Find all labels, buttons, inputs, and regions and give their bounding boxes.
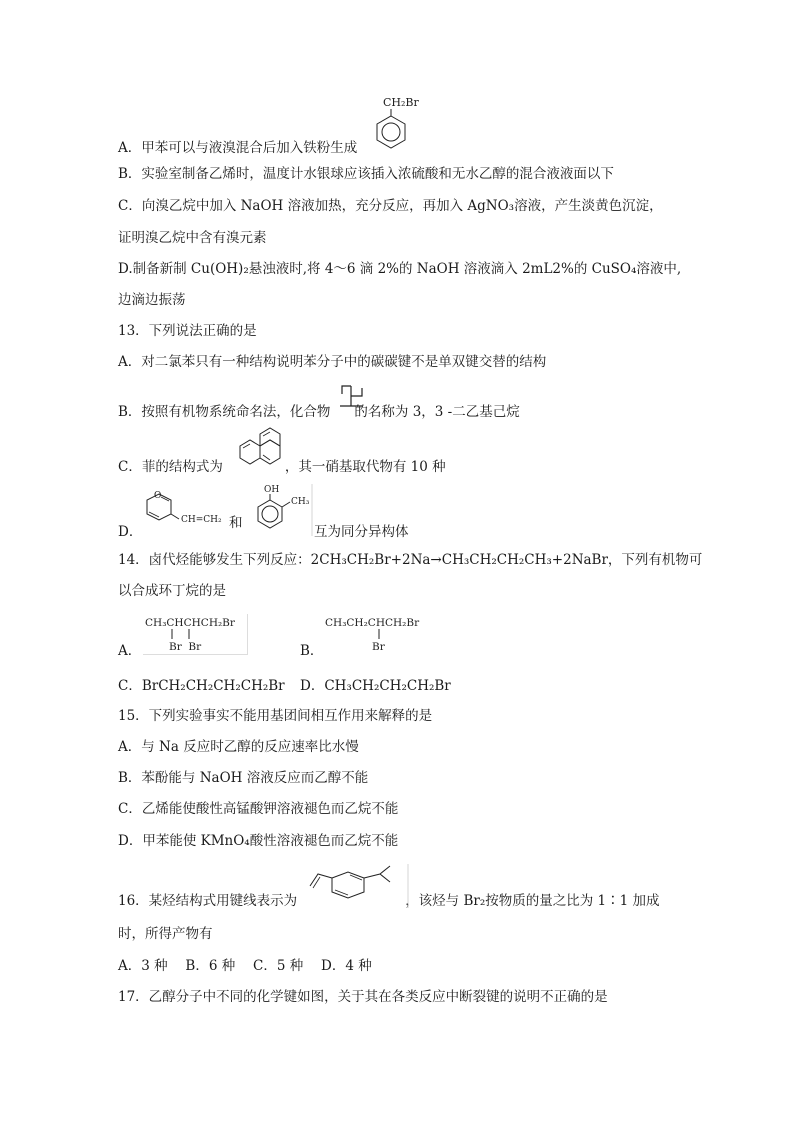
q15-option-a: A．与 Na 反应时乙醇的反应速率比水慢 <box>118 739 359 755</box>
q12-option-c-cont: 证明溴乙烷中含有溴元素 <box>118 230 267 246</box>
q15-option-c: C．乙烯能使酸性高锰酸钾溶液褪色而乙烷不能 <box>118 801 399 817</box>
q13-option-b-suffix: 的名称为 3，3 -二乙基己烷 <box>354 404 520 420</box>
svg-text:CH₃CHCHCH₂Br: CH₃CHCHCH₂Br <box>145 617 235 629</box>
oh-label: OH <box>264 485 280 495</box>
q17-stem: 17．乙醇分子中不同的化学键如图，关于其在各类反应中断裂键的说明不正确的是 <box>118 989 608 1005</box>
q14-option-c: C．BrCH₂CH₂CH₂CH₂Br <box>118 678 285 694</box>
q14-stem: 14．卤代烃能够发生下列反应：2CH₃CH₂Br+2Na→CH₃CH₂CH₂CH₃+2NaBr，下列有机物可 <box>118 552 703 568</box>
and-label: 和 <box>229 515 243 531</box>
svg-text:O: O <box>154 491 162 501</box>
q16-stem-prefix: 16．某烃结构式用键线表示为 <box>118 893 298 909</box>
q12-option-d: D.制备新制 Cu(OH)₂悬浊液时,将 4～6 滴 2%的 NaOH 溶液滴入 2mL2%的 CuSO₄溶液中, <box>118 261 682 277</box>
q16-options: A．3 种 B．6 种 C．5 种 D．4 种 <box>118 958 372 974</box>
q16-stem-cont: 时，所得产物有 <box>118 926 213 942</box>
q13-option-b-prefix: B．按照有机物系统命名法，化合物 <box>118 404 331 420</box>
q13-option-c-prefix: C．菲的结构式为 <box>118 459 223 475</box>
q15-option-b: B．苯酚能与 NaOH 溶液反应而乙醇不能 <box>118 770 369 786</box>
q14-option-a-structure <box>143 614 248 655</box>
phenanthrene-structure <box>226 426 290 478</box>
q16-skeletal-structure <box>308 864 414 914</box>
q14-option-b-label: B． <box>300 643 324 659</box>
q14-option-b-structure <box>323 614 433 654</box>
q12-option-a: A．甲苯可以与液溴混合后加入铁粉生成 <box>118 140 358 156</box>
q14-option-a-label: A． <box>118 643 142 659</box>
q13-option-d-suffix: 互为同分异构体 <box>314 524 409 540</box>
q15-stem: 15．下列实验事实不能用基团间相互作用来解释的是 <box>118 708 433 724</box>
q13-stem: 13．下列说法正确的是 <box>118 323 257 339</box>
q12-option-d-cont: 边滴边振荡 <box>118 292 186 308</box>
q14-stem-cont: 以合成环丁烷的是 <box>118 583 226 599</box>
q13-option-a: A．对二氯苯只有一种结构说明苯分子中的碳碳键不是单双键交替的结构 <box>118 354 547 370</box>
svg-text:Br Br: Br Br <box>169 641 202 653</box>
q13-option-b <box>118 398 520 421</box>
q12-option-c: C．向溴乙烷中加入 NaOH 溶液加热，充分反应，再加入 AgNO₃溶液，产生淡黄色沉淀， <box>118 198 663 214</box>
svg-text:Br: Br <box>372 641 385 653</box>
q16-stem-suffix: ，该烃与 Br₂按物质的量之比为 1∶1 加成 <box>405 893 660 909</box>
q12-option-b: B．实验室制备乙烯时，温度计水银球应该插入浓硫酸和无水乙醇的混合液液面以下 <box>118 166 614 182</box>
benzyl-bromide-structure <box>365 92 435 158</box>
q13-option-d-label: D． <box>118 524 143 540</box>
svg-text:CH₃CH₂CHCH₂Br: CH₃CH₂CHCH₂Br <box>325 617 420 629</box>
ch2br-label: CH₂Br <box>383 96 419 109</box>
q15-option-d: D．甲苯能使 KMnO₄酸性溶液褪色而乙烷不能 <box>118 833 399 849</box>
o-cresol-structure <box>252 482 314 542</box>
vinyl-label: CH=CH₂ <box>181 515 222 525</box>
ch3-label: CH₃ <box>291 497 310 507</box>
diethylhexane-structure <box>338 384 364 418</box>
q14-option-d: D．CH₃CH₂CH₂CH₂Br <box>300 678 451 694</box>
q13-option-c-suffix: ，其一硝基取代物有 10 种 <box>284 459 446 475</box>
